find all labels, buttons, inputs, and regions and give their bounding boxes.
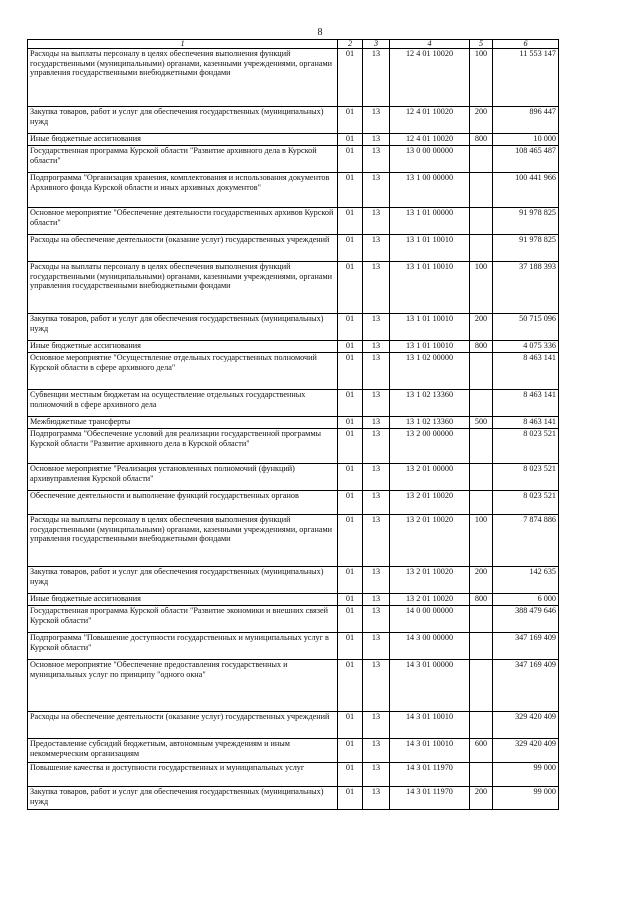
target-article-cell: 14 3 01 11970 — [390, 787, 470, 810]
expense-type-cell: 200 — [470, 567, 493, 594]
row-name-cell: Субвенции местным бюджетам на осуществление отдельных государственных полномочий в сфере архивного дела — [28, 390, 338, 417]
amount-cell: 99 000 — [493, 763, 559, 787]
table-row — [28, 314, 559, 341]
row-name-cell: Основное мероприятие "Обеспечение деятельности государственных архивов Курской области" — [28, 208, 338, 235]
amount-cell: 91 978 825 — [493, 208, 559, 235]
amount-cell: 142 635 — [493, 567, 559, 594]
section-code-cell: 01 — [338, 567, 363, 594]
subsection-code-cell: 13 — [363, 660, 390, 712]
target-article-cell: 13 1 02 13360 — [390, 417, 470, 429]
subsection-code-cell: 13 — [363, 491, 390, 515]
target-article-cell: 14 3 01 00000 — [390, 660, 470, 712]
table-row — [28, 763, 559, 787]
subsection-code-cell: 13 — [363, 390, 390, 417]
expense-type-cell: 100 — [470, 49, 493, 107]
table-row — [28, 567, 559, 594]
target-article-cell: 13 2 00 00000 — [390, 429, 470, 464]
amount-cell: 8 463 141 — [493, 353, 559, 390]
section-code-cell: 01 — [338, 429, 363, 464]
table-row — [28, 787, 559, 810]
row-name-cell: Закупка товаров, работ и услуг для обеспечения государственных (муниципальных) нужд — [28, 787, 338, 810]
section-code-cell: 01 — [338, 49, 363, 107]
target-article-cell: 13 2 01 10020 — [390, 491, 470, 515]
amount-cell: 99 000 — [493, 787, 559, 810]
row-name-cell: Подпрограмма "Организация хранения, комплектования и использования документов Архивного фонда Курской области и иных архивных документов" — [28, 173, 338, 208]
row-name-cell: Обеспечение деятельности и выполнение функций государственных органов — [28, 491, 338, 515]
column-header: 6 — [493, 40, 559, 49]
table-row — [28, 429, 559, 464]
target-article-cell: 13 1 01 10010 — [390, 262, 470, 314]
row-name-cell: Иные бюджетные ассигнования — [28, 341, 338, 353]
subsection-code-cell: 13 — [363, 235, 390, 262]
amount-cell: 8 463 141 — [493, 390, 559, 417]
amount-cell: 329 420 409 — [493, 712, 559, 739]
column-header: 2 — [338, 40, 363, 49]
row-name-cell: Расходы на обеспечение деятельности (оказание услуг) государственных учреждений — [28, 235, 338, 262]
table-row — [28, 353, 559, 390]
expense-type-cell — [470, 763, 493, 787]
table-row — [28, 146, 559, 173]
target-article-cell: 13 1 02 00000 — [390, 353, 470, 390]
expense-type-cell: 800 — [470, 134, 493, 146]
target-article-cell: 13 2 01 00000 — [390, 464, 470, 491]
table-row — [28, 134, 559, 146]
column-header: 4 — [390, 40, 470, 49]
subsection-code-cell: 13 — [363, 417, 390, 429]
section-code-cell: 01 — [338, 353, 363, 390]
section-code-cell: 01 — [338, 633, 363, 660]
row-name-cell: Расходы на выплаты персоналу в целях обеспечения выполнения функций государственными (муниципальными) органами, казенными учреждениями, органами управления государственными внебюджетными фондами — [28, 515, 338, 567]
expense-type-cell — [470, 464, 493, 491]
amount-cell: 91 978 825 — [493, 235, 559, 262]
row-name-cell: Основное мероприятие "Реализация установленных полномочий (функций) архивуправления Курской области" — [28, 464, 338, 491]
amount-cell: 10 000 — [493, 134, 559, 146]
subsection-code-cell: 13 — [363, 49, 390, 107]
table-row — [28, 594, 559, 606]
subsection-code-cell: 13 — [363, 134, 390, 146]
subsection-code-cell: 13 — [363, 567, 390, 594]
expense-type-cell: 800 — [470, 341, 493, 353]
target-article-cell: 14 3 00 00000 — [390, 633, 470, 660]
amount-cell: 108 465 487 — [493, 146, 559, 173]
row-name-cell: Государственная программа Курской области "Развитие архивного дела в Курской области" — [28, 146, 338, 173]
subsection-code-cell: 13 — [363, 314, 390, 341]
section-code-cell: 01 — [338, 208, 363, 235]
section-code-cell: 01 — [338, 262, 363, 314]
subsection-code-cell: 13 — [363, 341, 390, 353]
header-row — [28, 40, 559, 49]
subsection-code-cell: 13 — [363, 633, 390, 660]
section-code-cell: 01 — [338, 763, 363, 787]
expense-type-cell — [470, 491, 493, 515]
expense-type-cell: 100 — [470, 262, 493, 314]
table-row — [28, 262, 559, 314]
table-row — [28, 49, 559, 107]
subsection-code-cell: 13 — [363, 712, 390, 739]
table-row — [28, 107, 559, 134]
target-article-cell: 13 1 01 10010 — [390, 314, 470, 341]
table-row — [28, 341, 559, 353]
section-code-cell: 01 — [338, 660, 363, 712]
target-article-cell: 12 4 01 10020 — [390, 49, 470, 107]
expense-type-cell: 200 — [470, 314, 493, 341]
amount-cell: 8 023 521 — [493, 429, 559, 464]
amount-cell: 50 715 096 — [493, 314, 559, 341]
section-code-cell: 01 — [338, 515, 363, 567]
amount-cell: 11 553 147 — [493, 49, 559, 107]
target-article-cell: 14 3 01 10010 — [390, 712, 470, 739]
expense-type-cell: 800 — [470, 594, 493, 606]
amount-cell: 6 000 — [493, 594, 559, 606]
section-code-cell: 01 — [338, 107, 363, 134]
table-row — [28, 235, 559, 262]
expense-type-cell — [470, 606, 493, 633]
subsection-code-cell: 13 — [363, 107, 390, 134]
section-code-cell: 01 — [338, 417, 363, 429]
table-row — [28, 739, 559, 763]
row-name-cell: Закупка товаров, работ и услуг для обеспечения государственных (муниципальных) нужд — [28, 107, 338, 134]
target-article-cell: 13 1 01 00000 — [390, 208, 470, 235]
target-article-cell: 12 4 01 10020 — [390, 134, 470, 146]
row-name-cell: Расходы на выплаты персоналу в целях обеспечения выполнения функций государственными (муниципальными) органами, казенными учреждениями, органами управления государственными внебюджетными фондами — [28, 49, 338, 107]
table-row — [28, 173, 559, 208]
target-article-cell: 13 1 02 13360 — [390, 390, 470, 417]
subsection-code-cell: 13 — [363, 763, 390, 787]
expense-type-cell — [470, 712, 493, 739]
table-row — [28, 515, 559, 567]
row-name-cell: Повышение качества и доступности государственных и муниципальных услуг — [28, 763, 338, 787]
row-name-cell: Межбюджетные трансферты — [28, 417, 338, 429]
section-code-cell: 01 — [338, 712, 363, 739]
expense-type-cell — [470, 429, 493, 464]
target-article-cell: 13 1 01 10010 — [390, 235, 470, 262]
subsection-code-cell: 13 — [363, 173, 390, 208]
target-article-cell: 13 1 00 00000 — [390, 173, 470, 208]
expense-type-cell: 100 — [470, 515, 493, 567]
subsection-code-cell: 13 — [363, 429, 390, 464]
subsection-code-cell: 13 — [363, 208, 390, 235]
table-row — [28, 606, 559, 633]
subsection-code-cell: 13 — [363, 353, 390, 390]
amount-cell: 100 441 966 — [493, 173, 559, 208]
row-name-cell: Подпрограмма "Повышение доступности государственных и муниципальных услуг в Курской области" — [28, 633, 338, 660]
expense-type-cell — [470, 390, 493, 417]
column-header: 1 — [28, 40, 338, 49]
target-article-cell: 14 3 01 10010 — [390, 739, 470, 763]
section-code-cell: 01 — [338, 235, 363, 262]
page-number: 8 — [317, 27, 323, 38]
section-code-cell: 01 — [338, 173, 363, 208]
table-row — [28, 491, 559, 515]
table-row — [28, 660, 559, 712]
row-name-cell: Закупка товаров, работ и услуг для обеспечения государственных (муниципальных) нужд — [28, 567, 338, 594]
table-row — [28, 417, 559, 429]
subsection-code-cell: 13 — [363, 606, 390, 633]
target-article-cell: 13 0 00 00000 — [390, 146, 470, 173]
amount-cell: 4 075 336 — [493, 341, 559, 353]
row-name-cell: Основное мероприятие "Осуществление отдельных государственных полномочий Курской области в сфере архивного дела" — [28, 353, 338, 390]
section-code-cell: 01 — [338, 146, 363, 173]
row-name-cell: Основное мероприятие "Обеспечение предоставления государственных и муниципальных услуг по принципу "одного окна" — [28, 660, 338, 712]
expense-type-cell — [470, 633, 493, 660]
row-name-cell: Подпрограмма "Обеспечение условий для реализации государственной программы Курской области "Развитие архивного дела в Курской области" — [28, 429, 338, 464]
row-name-cell: Расходы на выплаты персоналу в целях обеспечения выполнения функций государственными (муниципальными) органами, казенными учреждениями, органами управления государственными внебюджетными фондами — [28, 262, 338, 314]
amount-cell: 8 463 141 — [493, 417, 559, 429]
subsection-code-cell: 13 — [363, 594, 390, 606]
expense-type-cell: 500 — [470, 417, 493, 429]
subsection-code-cell: 13 — [363, 146, 390, 173]
expense-type-cell — [470, 208, 493, 235]
section-code-cell: 01 — [338, 341, 363, 353]
row-name-cell: Предоставление субсидий бюджетным, автономным учреждениям и иным некоммерческим организациям — [28, 739, 338, 763]
target-article-cell: 12 4 01 10020 — [390, 107, 470, 134]
subsection-code-cell: 13 — [363, 787, 390, 810]
expense-type-cell: 600 — [470, 739, 493, 763]
table-row — [28, 633, 559, 660]
subsection-code-cell: 13 — [363, 515, 390, 567]
amount-cell: 329 420 409 — [493, 739, 559, 763]
section-code-cell: 01 — [338, 134, 363, 146]
amount-cell: 388 479 646 — [493, 606, 559, 633]
expense-type-cell — [470, 146, 493, 173]
expense-type-cell — [470, 353, 493, 390]
row-name-cell: Иные бюджетные ассигнования — [28, 594, 338, 606]
target-article-cell: 13 1 01 10010 — [390, 341, 470, 353]
row-name-cell: Государственная программа Курской области "Развитие экономики и внешних связей Курской области" — [28, 606, 338, 633]
expense-type-cell — [470, 173, 493, 208]
target-article-cell: 13 2 01 10020 — [390, 594, 470, 606]
subsection-code-cell: 13 — [363, 262, 390, 314]
amount-cell: 7 874 886 — [493, 515, 559, 567]
expense-type-cell — [470, 235, 493, 262]
expense-type-cell: 200 — [470, 107, 493, 134]
expense-type-cell: 200 — [470, 787, 493, 810]
target-article-cell: 13 2 01 10020 — [390, 515, 470, 567]
table-row — [28, 712, 559, 739]
amount-cell: 896 447 — [493, 107, 559, 134]
section-code-cell: 01 — [338, 606, 363, 633]
target-article-cell: 14 3 01 11970 — [390, 763, 470, 787]
section-code-cell: 01 — [338, 314, 363, 341]
amount-cell: 347 169 409 — [493, 633, 559, 660]
section-code-cell: 01 — [338, 491, 363, 515]
target-article-cell: 14 0 00 00000 — [390, 606, 470, 633]
table-row — [28, 464, 559, 491]
table-row — [28, 390, 559, 417]
section-code-cell: 01 — [338, 464, 363, 491]
budget-table — [27, 39, 559, 810]
amount-cell: 8 023 521 — [493, 464, 559, 491]
table-row — [28, 208, 559, 235]
expense-type-cell — [470, 660, 493, 712]
amount-cell: 37 188 393 — [493, 262, 559, 314]
subsection-code-cell: 13 — [363, 464, 390, 491]
section-code-cell: 01 — [338, 739, 363, 763]
row-name-cell: Расходы на обеспечение деятельности (оказание услуг) государственных учреждений — [28, 712, 338, 739]
amount-cell: 8 023 521 — [493, 491, 559, 515]
section-code-cell: 01 — [338, 594, 363, 606]
subsection-code-cell: 13 — [363, 739, 390, 763]
column-header: 5 — [470, 40, 493, 49]
section-code-cell: 01 — [338, 390, 363, 417]
section-code-cell: 01 — [338, 787, 363, 810]
row-name-cell: Закупка товаров, работ и услуг для обеспечения государственных (муниципальных) нужд — [28, 314, 338, 341]
row-name-cell: Иные бюджетные ассигнования — [28, 134, 338, 146]
amount-cell: 347 169 409 — [493, 660, 559, 712]
target-article-cell: 13 2 01 10020 — [390, 567, 470, 594]
column-header: 3 — [363, 40, 390, 49]
